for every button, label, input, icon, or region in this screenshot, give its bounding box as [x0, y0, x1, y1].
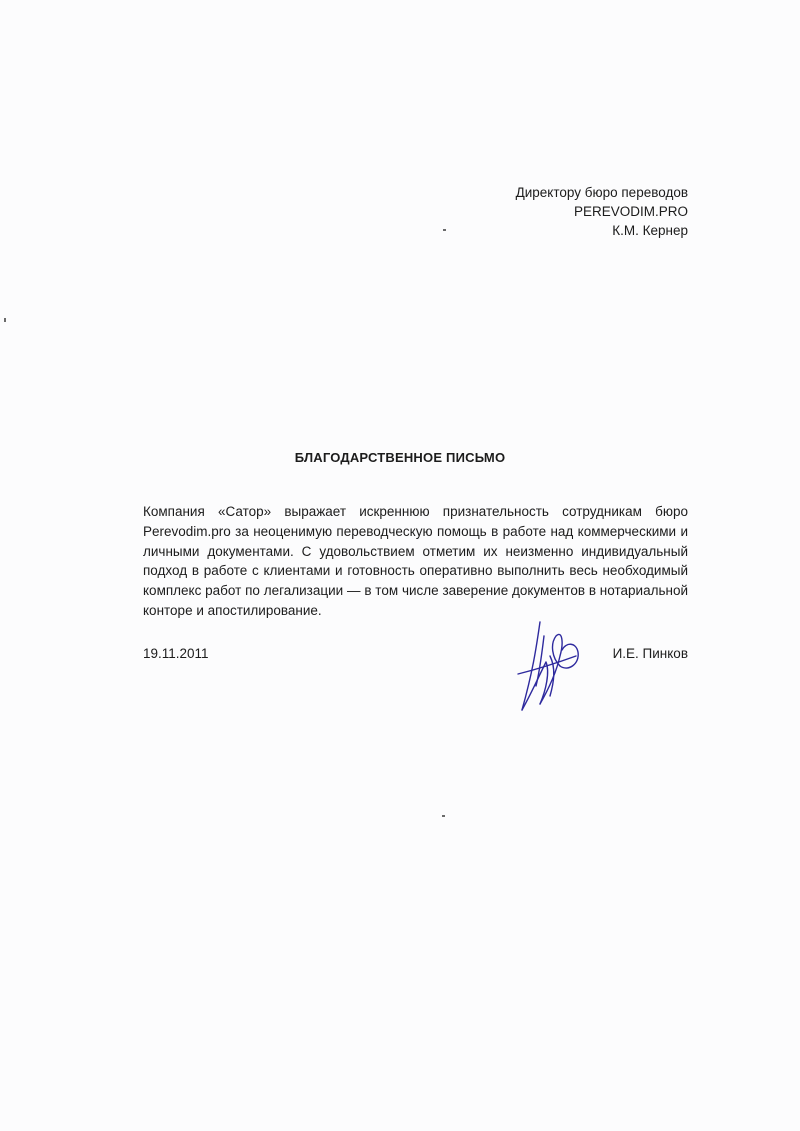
handwritten-signature: [510, 612, 600, 722]
paper-speck: [4, 318, 6, 322]
letter-body: Компания «Сатор» выражает искреннюю признательность сотрудникам бюро Perevodim.pro за неоценимую переводческую помощь в работе над коммерческими и личными документами. С удовольствием отметим их неизменно индивидуальный подход в работе с клиентами и готовность оперативно выполнить весь необходимый комплекс работ по легализации — в том числе заверение документов в нотариальной конторе и апостилирование.: [143, 504, 688, 618]
letter-date: 19.11.2011: [143, 646, 209, 661]
addressee-block: [516, 183, 688, 240]
letter-title: БЛАГОДАРСТВЕННОЕ ПИСЬМО: [294, 450, 506, 465]
paper-speck: [443, 229, 446, 231]
addressee-position: Директору бюро переводов: [515, 185, 688, 200]
addressee-company: PEREVODIM.PRO: [573, 204, 688, 219]
paper-speck: [442, 815, 445, 817]
signer-name: И.Е. Пинков: [612, 646, 688, 661]
addressee-name: К.М. Кернер: [612, 223, 688, 238]
